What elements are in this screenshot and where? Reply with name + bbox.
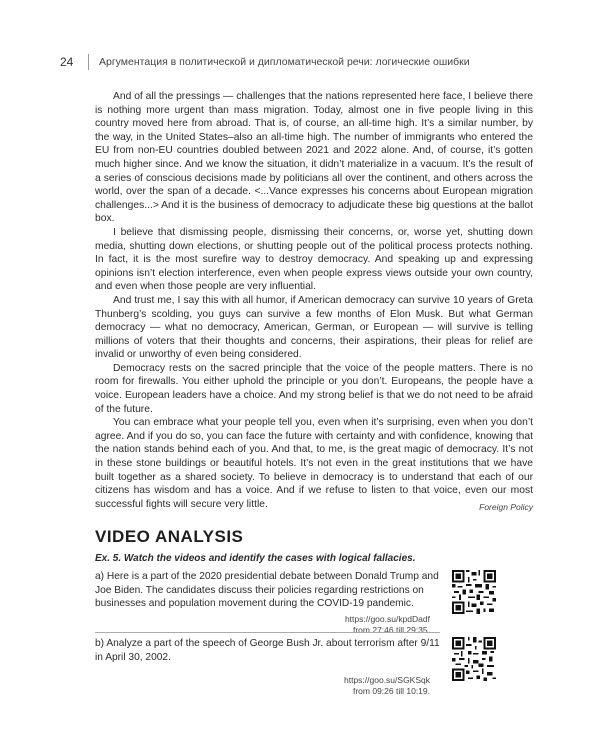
video-url[interactable]: https://goo.su/SGKSqk [344, 675, 430, 686]
exercise-instruction: Ex. 5. Watch the videos and identify the cases with logical fallacies. [95, 553, 416, 564]
video-timecode: from 09:26 till 10:19. [352, 686, 430, 697]
divider [95, 632, 440, 633]
task-text: b) Analyze a part of the speech of George Bush Jr. about terrorism after 9/11 in April 30, 2002. [95, 638, 440, 663]
source-credit: Foreign Policy [479, 502, 533, 512]
page-number: 24 [60, 55, 74, 69]
running-title: Аргументация в политической и дипломатической речи: логические ошибки [99, 56, 470, 68]
video-link[interactable] [95, 675, 430, 697]
task-b [95, 637, 440, 697]
paragraph: And trust me, I say this with all humor, if American democracy can survive 10 years of Greta Thunberg’s scolding, you guys can survive a few months of Elon Musk. But what German democracy — what no democracy, American, German, or European — will survive is telling millions of voters that their thoughts and concerns, their aspirations, their pleas for relief are invalid or unworthy of even being considered. [95, 294, 533, 361]
qr-code-icon[interactable] [452, 570, 496, 614]
task-a [95, 570, 440, 636]
video-timecode: from 27:46 till 29:35. [352, 624, 430, 635]
section-title: VIDEO ANALYSIS [95, 527, 244, 546]
video-url[interactable]: https://goo.su/kpdDadf [344, 613, 430, 624]
paragraph: I believe that dismissing people, dismissing their concerns, or, worse yet, shutting down media, shutting down elections, or shutting people out of the political process protects nothing. In fact, it is the most surefire way to destroy democracy. And speaking up and expressing opinions isn’t election interference, even when people express views outside your own country, and even when those people are very influential. [95, 226, 533, 293]
task-text: a) Here is a part of the 2020 presidential debate between Donald Trump and Joe Biden. The candidates discuss their policies regarding restrictions on businesses and population movement during the COVID-19 pandemic. [95, 571, 439, 610]
qr-code-icon[interactable] [452, 637, 496, 681]
paragraph: And of all the pressings — challenges that the nations represented here face, I believe there is nothing more urgent than mass migration. Today, almost one in five people living in this country moved here from abroad. That is, of course, an all-time high. It’s a similar number, by the way, in the United States–also an all-time high. The number of immigrants who entered the EU from non-EU countries doubled between 2021 and 2022 alone. And, of course, it’s gotten much higher since. And we know the situation, it didn’t materialize in a vacuum. It’s the result of a series of conscious decisions made by politicians all over the continent, and others across the world, over the span of a decade. <...Vance expresses his concerns about European migration challenges...> And it is the business of democracy to adjudicate these big questions at the ballot box. [95, 91, 533, 225]
paragraph: Democracy rests on the sacred principle that the voice of the people matters. There is no room for firewalls. You either uphold the principle or you don’t. Europeans, the people have a voice. European leaders have a choice. And my strong belief is that we do not need to be afraid of the future. [95, 362, 533, 415]
header-divider [88, 54, 89, 70]
speech-text [95, 90, 533, 511]
paragraph: You can embrace what your people tell you, even when it’s surprising, even when you don’t agree. And if you do so, you can face the future with certainty and with confidence, knowing that the nation stands behind each of you. And that, to me, is the great magic of democracy. It’s not in these stone buildings or beautiful hotels. It’s not even in the great institutions that we have built together as a shared society. To believe in democracy is to understand that each of our citizens has wisdom and has a voice. And if we refuse to listen to that voice, even our most successful fights will secure very little. [95, 417, 533, 510]
running-header [60, 52, 560, 72]
